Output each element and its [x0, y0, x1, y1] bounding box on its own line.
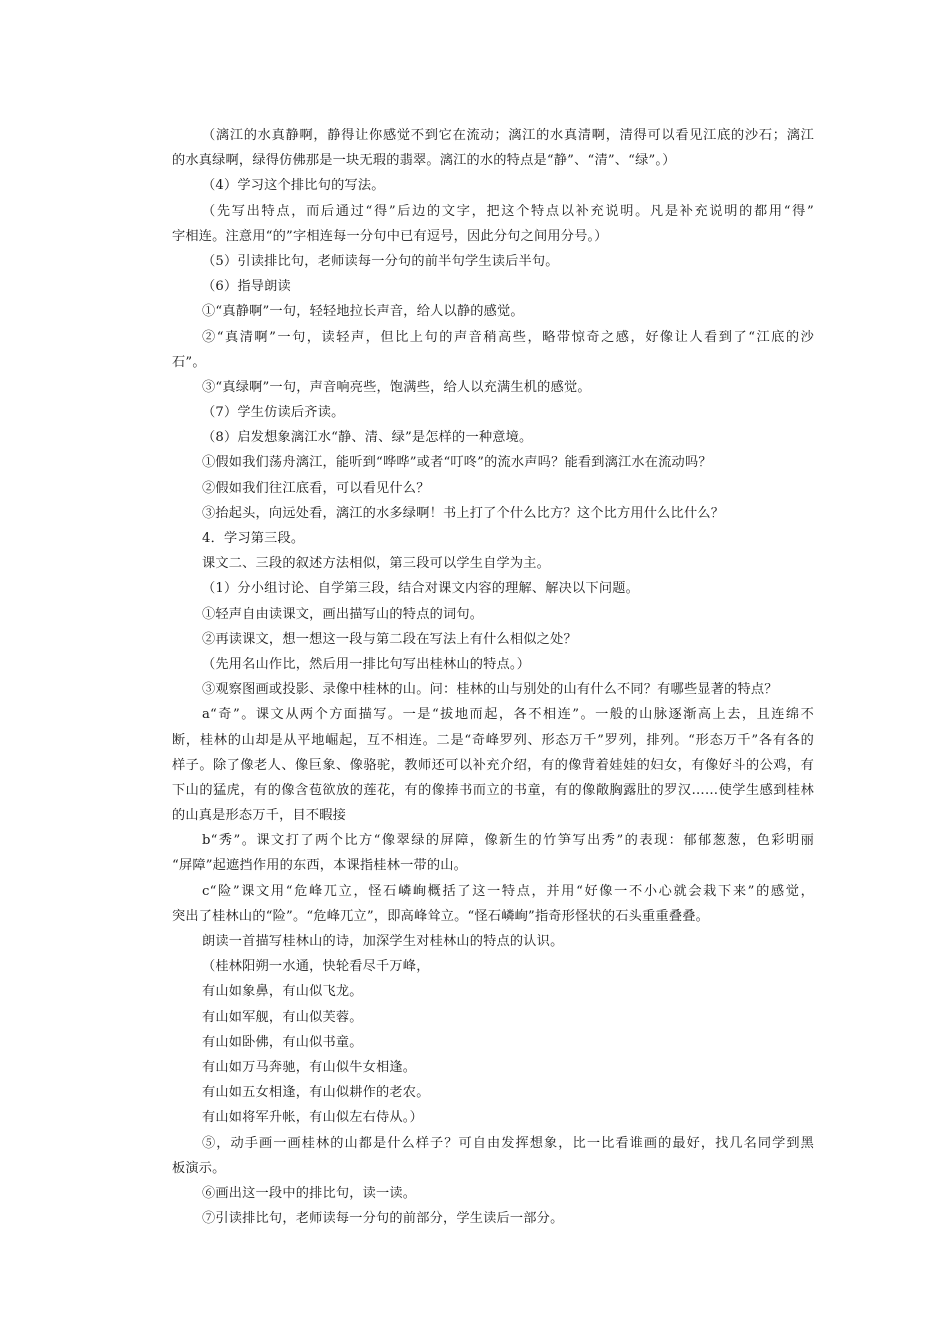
paragraph-line: ①假如我们荡舟漓江，能听到“哗哗”或者“叮咚”的流水声吗？能看到漓江水在流动吗？ — [202, 455, 712, 471]
paragraph-line: 有山如军舰，有山似芙蓉。 — [202, 1009, 363, 1025]
paragraph-line: 有山如卧佛，有山似书童。 — [202, 1034, 363, 1050]
paragraph-line: c“险”课文用“危峰兀立，怪石嶙峋概括了这一特点，并用“好像一不小心就会栽下来”的感觉， — [202, 883, 814, 899]
paragraph-line: 有山如五女相逢，有山似耕作的老农。 — [202, 1085, 430, 1101]
paragraph-line: 突出了桂林山的“险”。“危峰兀立”，即高峰耸立。“怪石嶙峋”指奇形怪状的石头重重叠叠。 — [172, 908, 709, 924]
document-body — [172, 123, 814, 1231]
paragraph-line: 样子。除了像老人、像巨象、像骆驼，教师还可以补充介绍，有的像背着娃娃的妇女，有像好斗的公鸡，有 — [172, 757, 814, 773]
paragraph-line: （桂林阳朔一水通，快轮看尽千万峰， — [202, 959, 430, 975]
paragraph-line: ③观察图画或投影、录像中桂林的山。问：桂林的山与别处的山有什么不同？有哪些显著的特点？ — [202, 682, 778, 698]
paragraph-line: （4）学习这个排比句的写法。 — [202, 178, 385, 194]
paragraph-line: 石”。 — [172, 354, 206, 370]
paragraph-line: 的水真绿啊，绿得仿佛那是一块无瑕的翡翠。漓江的水的特点是“静”、“清”、“绿”。） — [172, 153, 676, 169]
paragraph-line: （7）学生仿读后齐读。 — [202, 405, 345, 421]
paragraph-line: （1）分小组讨论、自学第三段，结合对课文内容的理解、解决以下问题。 — [202, 581, 639, 597]
paragraph-line: 课文二、三段的叙述方法相似，第三段可以学生自学为主。 — [202, 556, 551, 572]
paragraph-line: ①“真静啊”一句，轻轻地拉长声音，给人以静的感觉。 — [202, 304, 524, 320]
paragraph-line: ②再读课文，想一想这一段与第二段在写法上有什么相似之处？ — [202, 631, 577, 647]
paragraph-line: （5）引读排比句，老师读每一分句的前半句学生读后半句。 — [202, 253, 559, 269]
paragraph-line: ⑦引读排比句，老师读每一分句的前部分，学生读后一部分。 — [202, 1211, 564, 1227]
paragraph-line: 朗读一首描写桂林山的诗，加深学生对桂林山的特点的认识。 — [202, 934, 564, 949]
paragraph-line: 4．学习第三段。 — [202, 531, 305, 546]
paragraph-line: a“奇”。课文从两个方面描写。一是“拔地而起，各不相连”。一般的山脉逐渐高上去，且连绵不 — [202, 707, 814, 723]
paragraph-line: 字相连。注意用“的”字相连每一分句中已有逗号，因此分句之间用分号。） — [172, 228, 608, 244]
paragraph-line: ③“真绿啊”一句，声音响亮些，饱满些，给人以充满生机的感觉。 — [202, 379, 591, 395]
paragraph-line: ①轻声自由读课文，画出描写山的特点的词句。 — [202, 606, 484, 622]
paragraph-line: 的山真是形态万千，目不暇接 — [172, 808, 347, 824]
paragraph-line: 有山如象鼻，有山似飞龙。 — [202, 984, 363, 1000]
paragraph-line: 有山如将军升帐，有山似左右侍从。） — [202, 1110, 423, 1126]
paragraph-line: 有山如万马奔驰，有山似牛女相逢。 — [202, 1059, 417, 1075]
paragraph-line: （漓江的水真静啊，静得让你感觉不到它在流动；漓江的水真清啊，清得可以看见江底的沙石；漓江 — [202, 128, 814, 143]
paragraph-line: ②“真清啊”一句，读轻声，但比上句的声音稍高些，略带惊奇之感，好像让人看到了“江底的沙 — [202, 329, 814, 345]
paragraph-line: “屏障”起遮挡作用的东西，本课指桂林一带的山。 — [172, 858, 468, 874]
paragraph-line: ③抬起头，向远处看，漓江的水多绿啊！书上打了个什么比方？这个比方用什么比什么？ — [202, 505, 725, 521]
paragraph-line: ⑥画出这一段中的排比句，读一读。 — [202, 1185, 417, 1201]
paragraph-line: 断，桂林的山却是从平地崛起，互不相连。二是“奇峰罗列、形态万千”罗列，排列。“形态万千”各有各的 — [172, 732, 814, 748]
paragraph-line: （8）启发想象漓江水“静、清、绿”是怎样的一种意境。 — [202, 430, 533, 446]
paragraph-line: （先用名山作比，然后用一排比句写出桂林山的特点。） — [202, 656, 531, 672]
paragraph-line: （6）指导朗读 — [202, 279, 291, 295]
paragraph-line: 下山的猛虎，有的像含苞欲放的莲花，有的像捧书而立的书童，有的像敞胸露肚的罗汉……使学生感到桂林 — [172, 782, 814, 798]
paragraph-line: ②假如我们往江底看，可以看见什么？ — [202, 480, 430, 496]
paragraph-line: 板演示。 — [172, 1160, 226, 1176]
paragraph-line: （先写出特点，而后通过“得”后边的文字，把这个特点以补充说明。凡是补充说明的都用“得” — [202, 203, 814, 219]
paragraph-line: ⑤，动手画一画桂林的山都是什么样子？可自由发挥想象，比一比看谁画的最好，找几名同学到黑 — [202, 1135, 814, 1151]
paragraph-line: b“秀”。课文打了两个比方“像翠绿的屏障，像新生的竹笋写出秀”的表现：郁郁葱葱，色彩明丽 — [202, 833, 814, 849]
